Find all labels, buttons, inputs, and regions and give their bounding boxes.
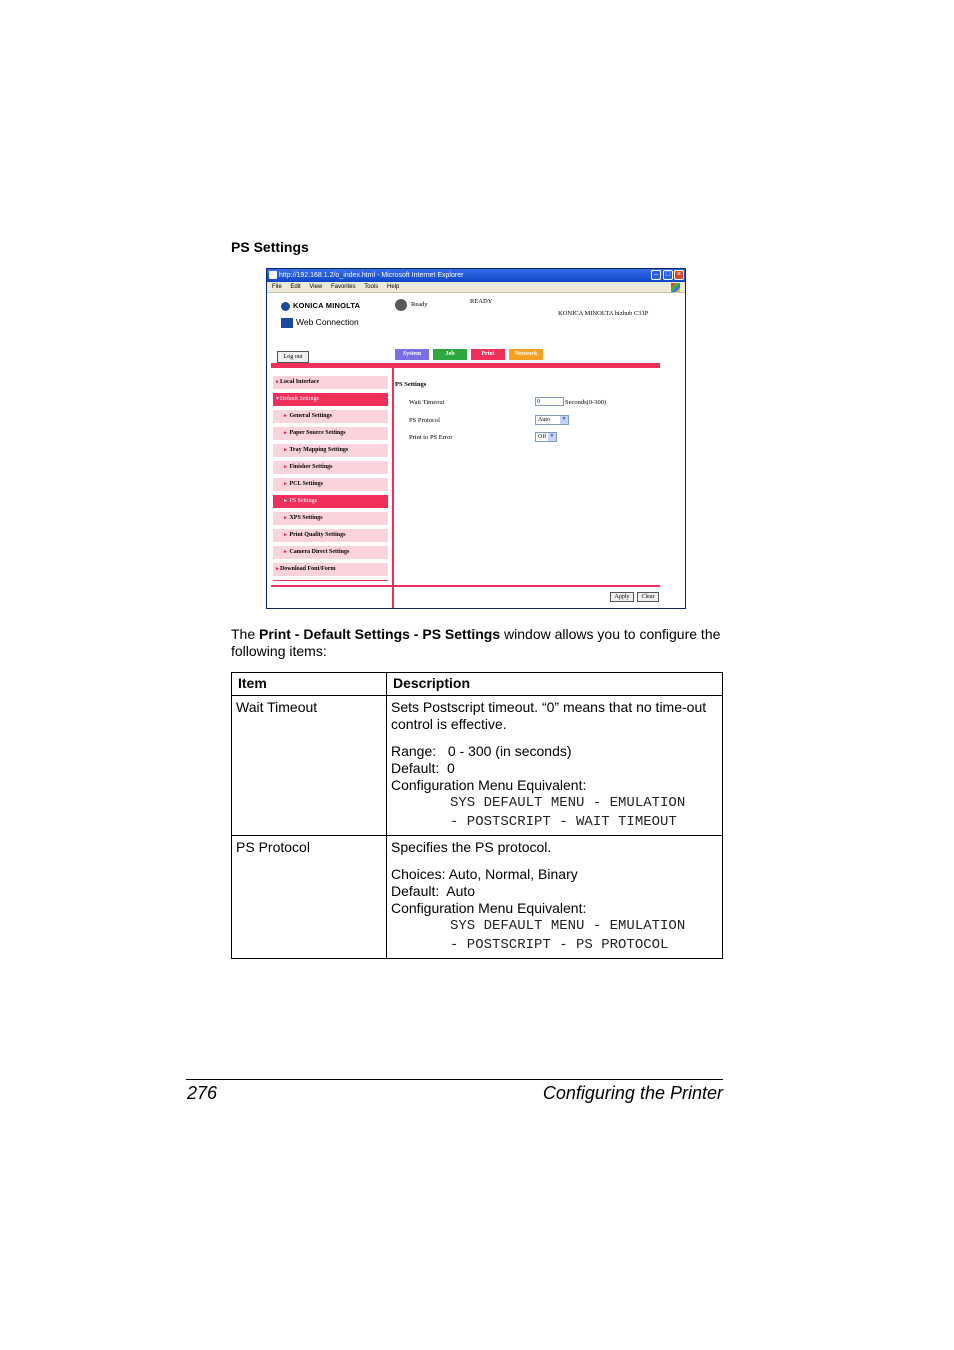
wait-timeout-unit: Seconds(0-300): [565, 399, 607, 406]
browser-window-screenshot: [266, 268, 686, 609]
sidebar-bottom-line: [273, 580, 388, 581]
sidebar-item-download-font-form[interactable]: ►Download Font/Form: [273, 563, 388, 576]
chevron-down-icon: ▼: [549, 434, 555, 439]
header-divider: [271, 363, 660, 368]
browser-title: http://192.168.1.2/o_index.html - Microsoft Internet Explorer: [279, 272, 464, 279]
menu-view[interactable]: View: [309, 284, 323, 290]
apply-button[interactable]: Apply: [610, 592, 634, 602]
sidebar-item-local-interface[interactable]: ►Local Interface: [273, 376, 388, 389]
windows-logo-icon: [671, 283, 680, 292]
status-value: READY: [470, 298, 493, 305]
table-header-row: [232, 673, 723, 696]
printer-status-icon: [395, 299, 407, 311]
menu-help[interactable]: Help: [386, 284, 400, 290]
table-row: [232, 696, 723, 836]
sidebar-item-print-quality-settings[interactable]: ► Print Quality Settings: [273, 529, 388, 542]
row-description: Specifies the PS protocol. Choices: Auto, Normal, Binary Default: Auto Configuration Menu Equivalent: SYS DEFAULT MENU - EMULATION - POSTSCRIPT - PS PROTOCOL: [387, 836, 723, 959]
globe-icon: [281, 302, 290, 311]
browser-titlebar: [267, 269, 685, 282]
row-item: Wait Timeout: [232, 696, 387, 836]
section-heading: PS Settings: [231, 239, 309, 255]
web-connection-logo: Web Connection: [281, 317, 359, 328]
sidebar-item-ps-settings[interactable]: ► PS Settings: [273, 495, 388, 508]
sidebar-item-tray-mapping-settings[interactable]: ► Tray Mapping Settings: [273, 444, 388, 457]
maximize-icon[interactable]: □: [663, 270, 673, 280]
menu-favorites[interactable]: Favorites: [330, 284, 356, 290]
sidebar-item-general-settings[interactable]: ► General Settings: [273, 410, 388, 423]
print-ps-error-label: Print to PS Error: [409, 434, 453, 441]
row-item: PS Protocol: [232, 836, 387, 959]
menu-tools[interactable]: Tools: [364, 284, 379, 290]
row-description: Sets Postscript timeout. “0” means that no time-out control is effective. Range: 0 - 300 (in seconds) Default: 0 Configuration Menu Equivalent: SYS DEFAULT MENU - EMULATION - POSTSCRIPT - WAIT TIMEOUT: [387, 696, 723, 836]
footer-divider: [271, 585, 660, 587]
tab-print[interactable]: Print: [471, 349, 505, 360]
pagescope-icon: [281, 318, 293, 328]
chevron-down-icon: ▼: [561, 417, 567, 422]
konica-minolta-logo: KONICA MINOLTA: [281, 301, 360, 311]
sidebar-item-finisher-settings[interactable]: ► Finisher Settings: [273, 461, 388, 474]
header-description: Description: [387, 673, 723, 696]
ps-protocol-label: PS Protocol: [409, 417, 440, 424]
model-name: KONICA MINOLTA bizhub C31P: [558, 310, 649, 317]
sidebar-item-default-settings[interactable]: ▼Default Settings: [273, 393, 388, 406]
page-number: 276: [187, 1083, 218, 1103]
ps-protocol-select[interactable]: Auto ▼: [535, 415, 569, 425]
menu-edit[interactable]: Edit: [290, 284, 301, 290]
sidebar-item-pcl-settings[interactable]: ► PCL Settings: [273, 478, 388, 491]
tab-job[interactable]: Job: [433, 349, 467, 360]
footer-title: Configuring the Printer: [542, 1083, 723, 1103]
menu-file[interactable]: File: [272, 284, 282, 290]
settings-table: [231, 672, 723, 959]
sidebar-item-xps-settings[interactable]: ► XPS Settings: [273, 512, 388, 525]
sidebar-divider: [392, 368, 394, 609]
wait-timeout-input[interactable]: 0: [535, 397, 564, 406]
minimize-icon[interactable]: –: [651, 270, 661, 280]
header-item: Item: [232, 673, 387, 696]
intro-paragraph: The Print - Default Settings - PS Settings window allows you to configure the following items:: [231, 626, 721, 659]
form-title: PS Settings: [395, 381, 427, 388]
table-row: [232, 836, 723, 959]
wait-timeout-label: Wait Timeout: [409, 399, 445, 406]
tab-system[interactable]: System: [395, 349, 429, 360]
ie-icon: [269, 271, 277, 279]
status-label: Ready: [411, 301, 428, 308]
footer-rule: [186, 1079, 723, 1080]
clear-button[interactable]: Clear: [637, 592, 659, 602]
sidebar-item-camera-direct-settings[interactable]: ► Camera Direct Settings: [273, 546, 388, 559]
web-content: [267, 293, 685, 609]
tab-network[interactable]: Network: [509, 349, 543, 360]
close-icon[interactable]: ×: [674, 270, 684, 280]
browser-menubar: [267, 282, 685, 293]
print-ps-error-select[interactable]: Off ▼: [535, 432, 557, 442]
logout-button[interactable]: Log out: [277, 351, 309, 363]
sidebar-item-paper-source-settings[interactable]: ► Paper Source Settings: [273, 427, 388, 440]
